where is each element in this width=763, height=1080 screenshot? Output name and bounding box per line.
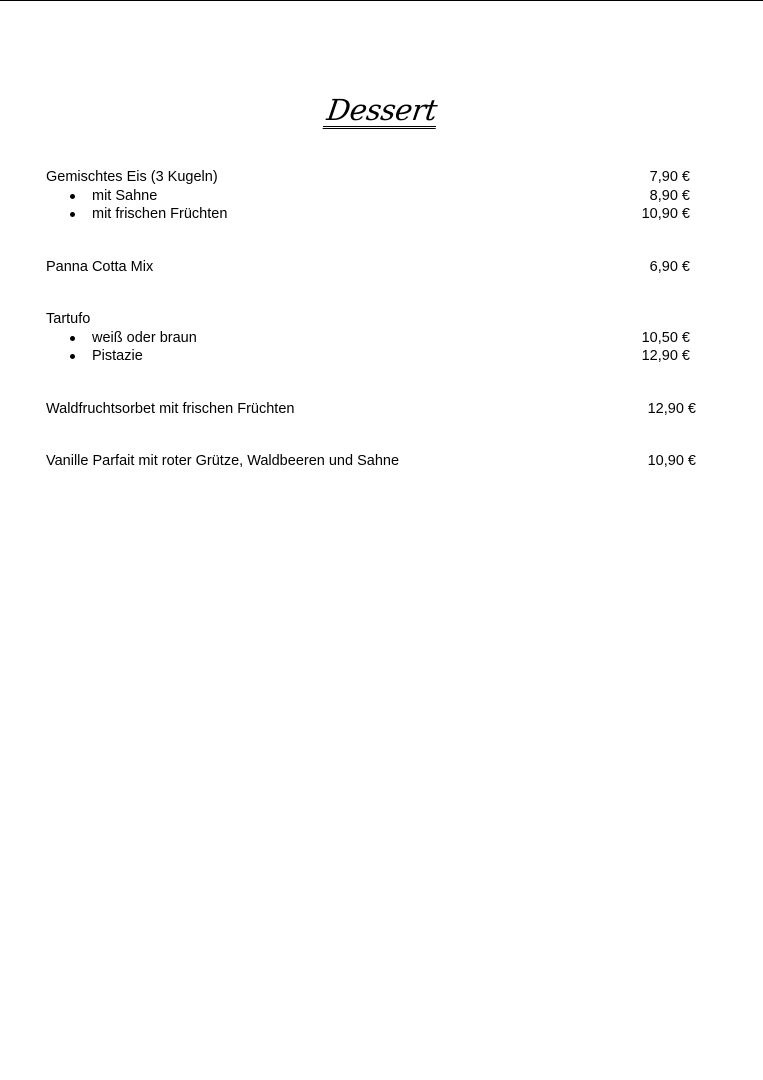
- item-name: Panna Cotta Mix: [46, 258, 154, 275]
- option-price: 8,90 €: [649, 187, 690, 204]
- menu-option-row: [46, 329, 696, 348]
- menu-item-waldfruchtsorbet: [46, 400, 696, 419]
- item-price: 7,90 €: [649, 169, 690, 185]
- menu-title: [0, 92, 763, 129]
- menu-item-row: [46, 310, 696, 329]
- menu-item-row: [46, 258, 696, 277]
- menu-item-tartufo: [46, 310, 696, 366]
- item-price: 10,90 €: [647, 453, 696, 469]
- option-name: weiß oder braun: [46, 329, 197, 348]
- item-name: Waldfruchtsorbet mit frischen Früchten: [46, 400, 295, 417]
- option-name: Pistazie: [46, 347, 143, 366]
- menu-item-vanille-parfait: [46, 452, 696, 471]
- menu-title-text: Dessert: [322, 95, 440, 129]
- item-price: 12,90 €: [647, 400, 696, 417]
- menu-option-row: [46, 347, 696, 366]
- menu-item-panna-cotta: [46, 258, 696, 277]
- menu-item-row: [46, 452, 696, 471]
- item-name: Tartufo: [46, 311, 91, 327]
- item-price: 6,90 €: [649, 258, 690, 275]
- item-name: Vanille Parfait mit roter Grütze, Waldbeeren und Sahne: [46, 453, 400, 469]
- option-name: mit frischen Früchten: [46, 205, 227, 224]
- page-top-border: [0, 0, 763, 1]
- menu-item-gemischtes-eis: [46, 168, 696, 224]
- dessert-menu: [46, 168, 696, 505]
- option-price: 12,90 €: [641, 348, 690, 364]
- menu-option-row: [46, 205, 696, 224]
- item-name: Gemischtes Eis (3 Kugeln): [46, 169, 218, 185]
- menu-item-row: [46, 400, 696, 419]
- option-price: 10,90 €: [641, 206, 690, 222]
- menu-item-row: [46, 168, 696, 187]
- menu-option-row: [46, 187, 696, 206]
- option-price: 10,50 €: [641, 329, 690, 346]
- option-name: mit Sahne: [46, 187, 157, 206]
